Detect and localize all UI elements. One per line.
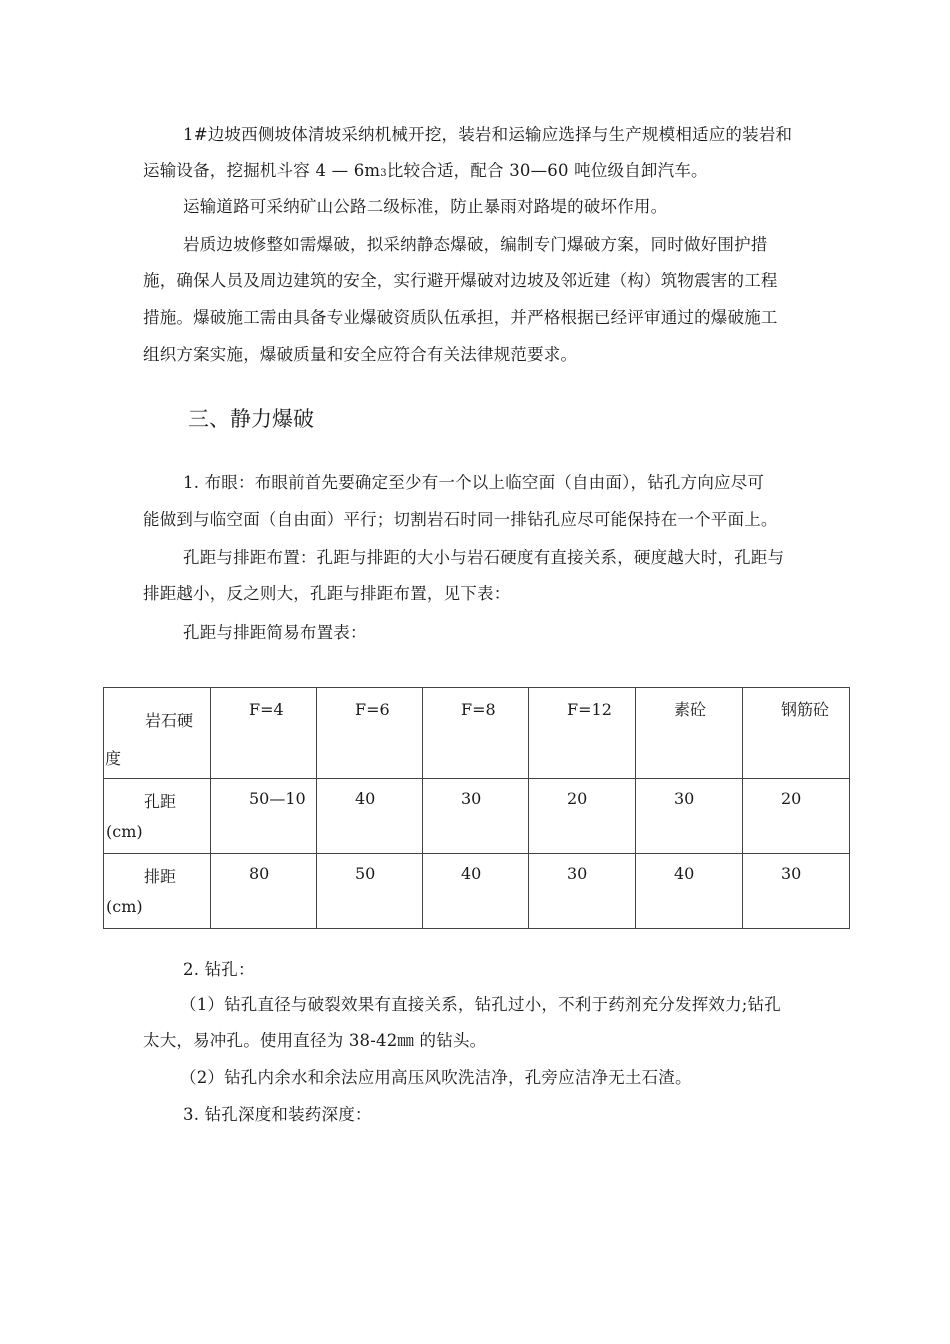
header-label-line-2: 度 <box>105 749 122 768</box>
table-row-row-spacing <box>104 854 850 929</box>
table-cell <box>423 854 529 929</box>
table-cell <box>636 779 743 854</box>
drilling-title: 2. 钻孔： <box>183 960 255 979</box>
header-f6-text: F=6 <box>355 700 390 719</box>
table-cell <box>317 854 423 929</box>
table-caption: 孔距与排距简易布置表： <box>183 623 367 642</box>
cell-value: 40 <box>461 864 482 883</box>
cell-value: 30 <box>567 864 588 883</box>
header-label-cell <box>104 688 211 779</box>
table-cell <box>317 779 423 854</box>
header-plain-concrete-text: 素砼 <box>674 700 707 719</box>
cell-value: 80 <box>249 864 270 883</box>
cell-value: 30 <box>674 789 695 808</box>
paragraph-excavation-line-1: 1#边坡西侧坡体清坡采纳机械开挖，装岩和运输应选择与生产规模相适应的装岩和 <box>183 125 793 144</box>
header-f4-text: F=4 <box>249 700 284 719</box>
header-f8-text: F=8 <box>461 700 496 719</box>
spacing-paragraph-line-1: 孔距与排距布置：孔距与排距的大小与岩石硬度有直接关系，硬度越大时，孔距与 <box>183 548 785 567</box>
section-heading: 三、静力爆破 <box>188 407 314 431</box>
row-label-hole-spacing: 孔距 <box>144 792 177 811</box>
depth-title: 3. 钻孔深度和装药深度： <box>183 1105 372 1124</box>
layout-item-line-1: 1. 布眼：布眼前首先要确定至少有一个以上临空面（自由面），钻孔方向应尽可 <box>183 473 765 492</box>
drilling-item-1-line-2: 太大，易冲孔。使用直径为 38-42㎜ 的钻头。 <box>143 1031 487 1050</box>
spacing-table <box>103 687 850 929</box>
row-label-cell <box>104 779 211 854</box>
row-label-cell <box>104 854 211 929</box>
cell-value: 20 <box>567 789 588 808</box>
excavation-text-a: 运输设备，挖掘机斗容 4 — 6m <box>143 161 381 180</box>
cell-value: 20 <box>781 789 802 808</box>
spacing-paragraph-line-2: 排距越小，反之则大，孔距与排距布置，见下表： <box>143 584 511 603</box>
table-cell <box>529 779 636 854</box>
table-cell <box>211 854 317 929</box>
cell-value: 30 <box>461 789 482 808</box>
cell-value: 30 <box>781 864 802 883</box>
table-cell <box>636 854 743 929</box>
cell-value: 40 <box>355 789 376 808</box>
table-cell <box>529 854 636 929</box>
row-unit-hole-spacing: (cm) <box>106 822 143 841</box>
cell-value: 50 <box>355 864 376 883</box>
table-header-row <box>104 688 850 779</box>
header-cell-f12 <box>529 688 636 779</box>
paragraph-blasting-line-2: 施，确保人员及周边建筑的安全，实行避开爆破对边坡及邻近建（构）筑物震害的工程 <box>143 271 778 290</box>
header-cell-f6 <box>317 688 423 779</box>
row-unit-row-spacing: (cm) <box>106 897 143 916</box>
paragraph-blasting-line-3: 措施。爆破施工需由具备专业爆破资质队伍承担，并严格根据已经评审通过的爆破施工 <box>143 308 778 327</box>
row-label-row-spacing: 排距 <box>144 867 177 886</box>
paragraph-blasting-line-4: 组织方案实施，爆破质量和安全应符合有关法律规范要求。 <box>143 345 578 364</box>
layout-item-line-2: 能做到与临空面（自由面）平行；切割岩石时同一排钻孔应尽可能保持在一个平面上。 <box>143 510 778 529</box>
cell-value: 50—10 <box>249 789 306 808</box>
drilling-item-1-line-1: （1）钻孔直径与破裂效果有直接关系，钻孔过小，不利于药剂充分发挥效力;钻孔 <box>180 995 781 1014</box>
paragraph-excavation-line-2 <box>143 157 708 181</box>
header-cell-f4 <box>211 688 317 779</box>
header-reinforced-concrete-text: 钢筋砼 <box>781 700 830 719</box>
table-cell <box>743 779 850 854</box>
paragraph-transport-road: 运输道路可采纳矿山公路二级标准，防止暴雨对路堤的破坏作用。 <box>183 197 668 216</box>
excavation-text-b: 比较合适，配合 30—60 吨位级自卸汽车。 <box>386 161 708 180</box>
cubic-subscript: 3 <box>380 168 387 179</box>
header-cell-f8 <box>423 688 529 779</box>
table-cell <box>211 779 317 854</box>
header-f12-text: F=12 <box>567 700 612 719</box>
table-cell <box>743 854 850 929</box>
cell-value: 40 <box>674 864 695 883</box>
paragraph-blasting-line-1: 岩质边坡修整如需爆破，拟采纳静态爆破，编制专门爆破方案，同时做好围护措 <box>183 235 768 254</box>
header-label-line-1: 岩石硬 <box>145 711 194 730</box>
header-cell-reinforced-concrete <box>743 688 850 779</box>
table-cell <box>423 779 529 854</box>
table-row-hole-spacing <box>104 779 850 854</box>
drilling-item-2: （2）钻孔内余水和余法应用高压风吹洗洁净，孔旁应洁净无土石渣。 <box>180 1068 692 1087</box>
header-cell-plain-concrete <box>636 688 743 779</box>
